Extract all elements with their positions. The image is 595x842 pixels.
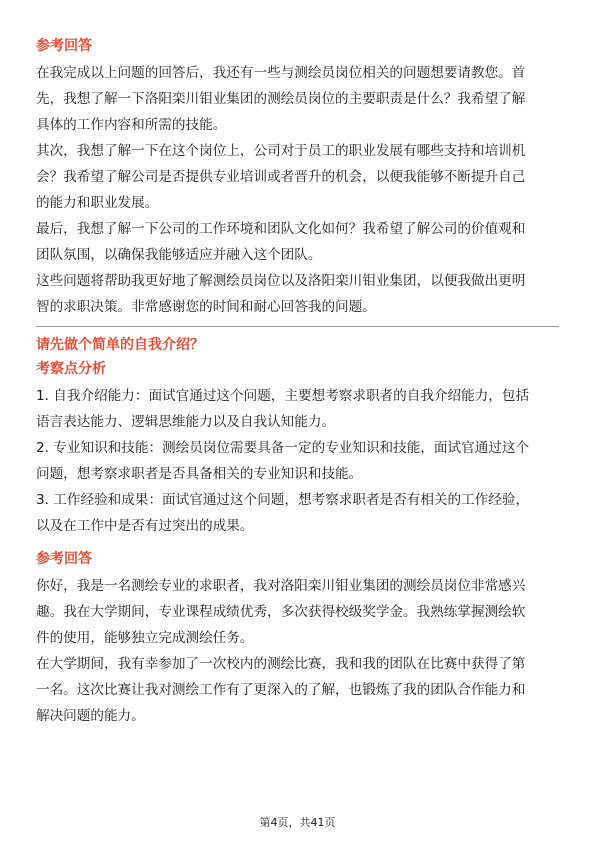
text-line: 问题，想考察求职者是否具备相关的专业知识和技能。 <box>36 466 363 482</box>
paragraph <box>36 216 559 268</box>
text-line: 1. 自我介绍能力：面试官通过这个问题，主要想考察求职者的自我介绍能力，包括 <box>36 388 530 404</box>
question-heading: 请先做个简单的自我介绍？ <box>36 337 204 353</box>
section-divider <box>36 326 559 327</box>
page-number: 第4页，共41页 <box>259 816 336 829</box>
paragraph <box>36 573 559 651</box>
page-content <box>36 36 559 729</box>
text-line: 先，我想了解一下洛阳栾川钼业集团的测绘员岗位的主要职责是什么？我希望了解 <box>36 91 526 107</box>
text-line: 其次，我想了解一下在这个岗位上，公司对于员工的职业发展有哪些支持和培训机 <box>36 143 526 159</box>
text-line: 在我完成以上问题的回答后，我还有一些与测绘员岗位相关的问题想要请教您。首 <box>36 65 526 81</box>
text-line: 趣。我在大学期间，专业课程成绩优秀，多次获得校级奖学金。我熟练掌握测绘软 <box>36 604 526 620</box>
text-line: 会？我希望了解公司是否提供专业培训或者晋升的机会，以便我能够不断提升自己 <box>36 169 526 185</box>
text-line: 2. 专业知识和技能：测绘员岗位需要具备一定的专业知识和技能，面试官通过这个 <box>36 440 530 456</box>
text-line: 最后，我想了解一下公司的工作环境和团队文化如何？我希望了解公司的价值观和 <box>36 221 526 237</box>
paragraph <box>36 268 559 320</box>
paragraph <box>36 651 559 729</box>
section-heading-analysis: 考察点分析 <box>36 361 106 377</box>
text-line: 具体的工作内容和所需的技能。 <box>36 117 227 133</box>
analysis-item <box>36 487 559 539</box>
paragraph <box>36 138 559 216</box>
analysis-item <box>36 383 559 435</box>
text-line: 你好，我是一名测绘专业的求职者，我对洛阳栾川钼业集团的测绘员岗位非常感兴 <box>36 578 526 594</box>
text-line: 以及在工作中是否有过突出的成果。 <box>36 518 254 534</box>
text-line: 在大学期间，我有幸参加了一次校内的测绘比赛，我和我的团队在比赛中获得了第 <box>36 656 526 672</box>
section-heading-reference-answer: 参考回答 <box>36 551 92 567</box>
text-line: 语言表达能力、逻辑思维能力以及自我认知能力。 <box>36 414 336 430</box>
paragraph <box>36 60 559 138</box>
text-line: 件的使用，能够独立完成测绘任务。 <box>36 630 254 646</box>
text-line: 解决问题的能力。 <box>36 708 145 724</box>
section-heading-reference-answer: 参考回答 <box>36 38 92 54</box>
text-line: 团队氛围，以确保我能够适应并融入这个团队。 <box>36 247 322 263</box>
text-line: 这些问题将帮助我更好地了解测绘员岗位以及洛阳栾川钼业集团，以便我做出更明 <box>36 273 526 289</box>
text-line: 的能力和职业发展。 <box>36 195 159 211</box>
analysis-item <box>36 435 559 487</box>
text-line: 3. 工作经验和成果：面试官通过这个问题，想考察求职者是否有相关的工作经验， <box>36 492 530 508</box>
text-line: 智的求职决策。非常感谢您的时间和耐心回答我的问题。 <box>36 299 376 315</box>
text-line: 一名。这次比赛让我对测绘工作有了更深入的了解，也锻炼了我的团队合作能力和 <box>36 682 526 698</box>
